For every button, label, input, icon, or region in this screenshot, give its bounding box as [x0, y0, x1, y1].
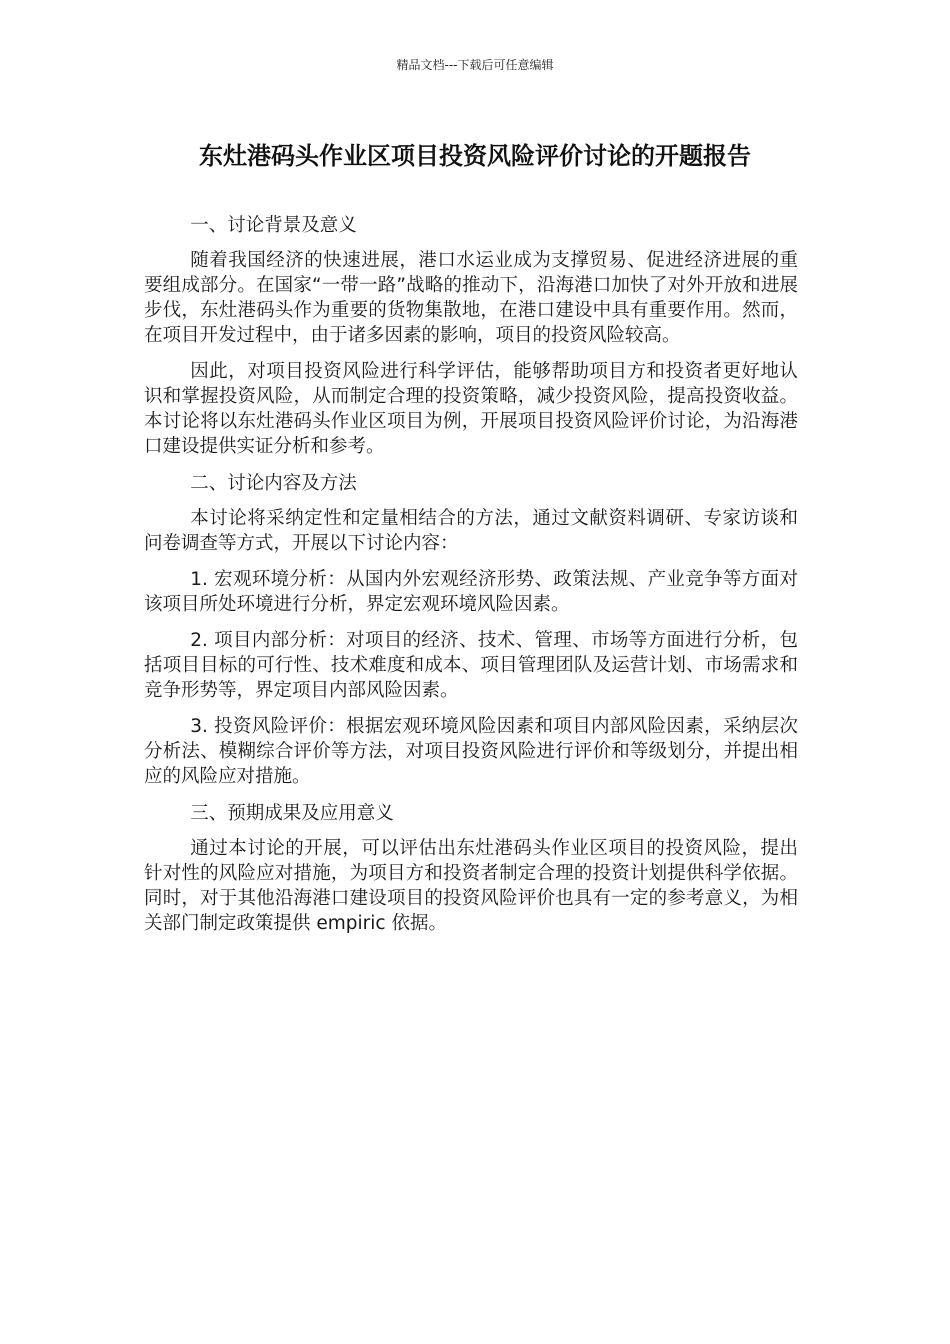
body-paragraph: 本讨论将采纳定性和定量相结合的方法，通过文献资料调研、专家访谈和问卷调查等方式，开展以下讨论内容： — [144, 508, 798, 554]
section-heading: 一、讨论背景及意义 — [190, 215, 357, 236]
list-item-risk-evaluation: 3. 投资风险评价：根据宏观环境风险因素和项目内部风险因素，采纳层次分析法、模糊综合评价等方法，对项目投资风险进行评价和等级划分，并提出相应的风险应对措施。 — [144, 716, 798, 787]
body-paragraph: 因此，对项目投资风险进行科学评估，能够帮助项目方和投资者更好地认识和掌握投资风险，从而制定合理的投资策略，减少投资风险，提高投资收益。本讨论将以东灶港码头作业区项目为例，开展项目投资风险评价讨论，为沿海港口建设提供实证分析和参考。 — [144, 361, 798, 457]
section-heading: 二、讨论内容及方法 — [190, 473, 357, 494]
section-heading: 三、预期成果及应用意义 — [190, 803, 394, 824]
body-paragraph: 随着我国经济的快速进展，港口水运业成为支撑贸易、促进经济进展的重要组成部分。在国家“一带一路”战略的推动下，沿海港口加快了对外开放和进展步伐，东灶港码头作为重要的货物集散地，在港口建设中具有重要作用。然而，在项目开发过程中，由于诸多因素的影响，项目的投资风险较高。 — [144, 250, 798, 346]
section-expected-results — [144, 800, 798, 936]
section-content-methods — [144, 470, 798, 789]
document-title: 东灶港码头作业区项目投资风险评价讨论的开题报告 — [199, 142, 751, 170]
document-body — [144, 212, 798, 947]
list-item-macro-analysis: 1. 宏观环境分析：从国内外宏观经济形势、政策法规、产业竞争等方面对该项目所处环境进行分析，界定宏观环境风险因素。 — [144, 569, 798, 615]
list-item-internal-analysis: 2. 项目内部分析：对项目的经济、技术、管理、市场等方面进行分析，包括项目目标的可行性、技术难度和成本、项目管理团队及运营计划、市场需求和竞争形势等，界定项目内部风险因素。 — [144, 630, 798, 701]
section-background — [144, 212, 798, 459]
body-paragraph: 通过本讨论的开展，可以评估出东灶港码头作业区项目的投资风险，提出针对性的风险应对措施，为项目方和投资者制定合理的投资计划提供科学依据。同时，对于其他沿海港口建设项目的投资风险评价也具有一定的参考意义，为相关部门制定政策提供 empiric 依据。 — [144, 838, 798, 934]
page-header: 精品文档---下载后可任意编辑 — [396, 58, 554, 72]
